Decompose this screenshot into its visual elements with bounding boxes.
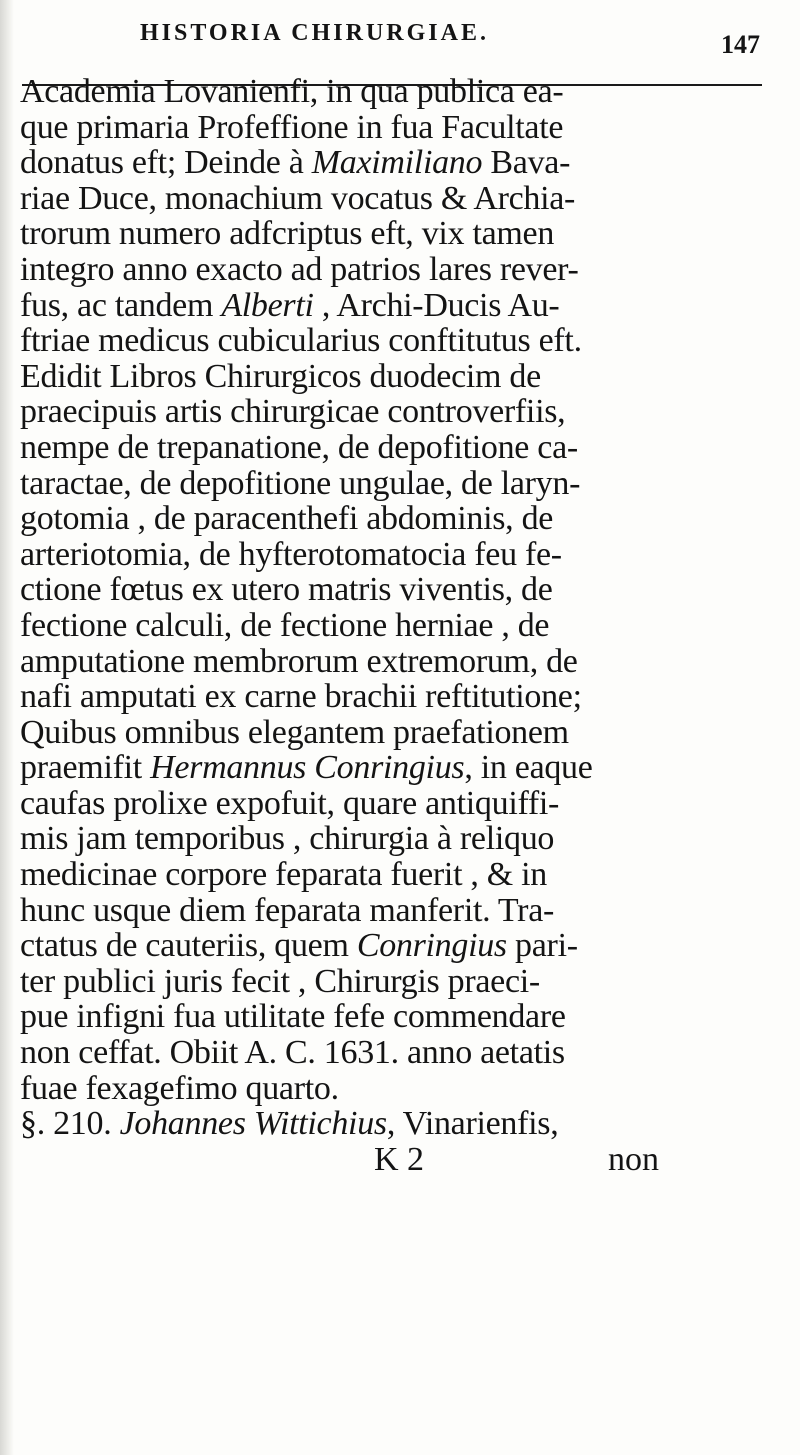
- line-text: , Vinarienfis,: [386, 1105, 559, 1143]
- line-text: pue infigni fua utilitate fefe commendare: [20, 998, 566, 1036]
- line-text: medicinae corpore feparata fuerit , & in: [20, 856, 548, 894]
- italic-name: Alberti: [221, 286, 314, 324]
- line-text: trorum numero adfcriptus eft, vix tamen: [20, 215, 555, 253]
- line-text: , Archi-Ducis Au-: [313, 286, 560, 324]
- running-head: [140, 20, 760, 68]
- line-text: ter publici juris fecit , Chirurgis praeci-: [20, 962, 540, 1000]
- line-text: riae Duce, monachium vocatus & Archia-: [20, 179, 576, 217]
- text-line: [20, 644, 790, 680]
- text-line: [20, 110, 790, 146]
- line-text: caufas prolixe expofuit, quare antiquiffi-: [20, 784, 560, 822]
- line-text: taractae, de depofitione ungulae, de laryn-: [20, 464, 581, 502]
- text-line: [20, 679, 790, 715]
- text-line: [20, 964, 790, 1000]
- line-text: ctione fœtus ex utero matris viventis, de: [20, 571, 553, 609]
- line-text: pari-: [506, 927, 578, 965]
- text-line: [20, 1106, 790, 1142]
- text-line: [20, 928, 790, 964]
- line-text: donatus eft; Deinde à: [20, 144, 312, 182]
- text-line: [20, 74, 790, 110]
- line-text: que primaria Profeffione in fua Facultate: [20, 108, 564, 146]
- line-text: gotomia , de paracenthefi abdominis, de: [20, 500, 554, 538]
- text-line: [20, 394, 790, 430]
- line-text: mis jam temporibus , chirurgia à reliquo: [20, 820, 555, 858]
- italic-name: Maximiliano: [311, 144, 483, 182]
- text-line: [20, 1071, 790, 1107]
- line-text: hunc usque diem feparata manferit. Tra-: [20, 891, 555, 929]
- text-line: [20, 145, 790, 181]
- text-line: [20, 252, 790, 288]
- line-text: §. 210.: [20, 1105, 120, 1143]
- line-text: non ceffat. Obiit A. C. 1631. anno aetatis: [20, 1034, 565, 1072]
- line-text: fus, ac tandem: [20, 286, 222, 324]
- text-line: [20, 893, 790, 929]
- text-line: [20, 608, 790, 644]
- text-line: [20, 1035, 790, 1071]
- text-line: [20, 715, 790, 751]
- text-line: [20, 288, 790, 324]
- text-line: [20, 537, 790, 573]
- signature-mark: K 2: [374, 1140, 425, 1178]
- text-line: [20, 999, 790, 1035]
- line-text: Edidit Libros Chirurgicos duodecim de: [20, 357, 541, 395]
- italic-name: Hermannus Conringius: [150, 749, 465, 787]
- line-text: , in eaque: [464, 749, 593, 787]
- text-line: [20, 572, 790, 608]
- text-line: [20, 430, 790, 466]
- text-line: [20, 216, 790, 252]
- line-text: nafi amputati ex carne brachii reftitutione;: [20, 678, 582, 716]
- text-line: [20, 181, 790, 217]
- line-text: integro anno exacto ad patrios lares rever-: [20, 250, 579, 288]
- line-text: nempe de trepanatione, de depofitione ca-: [20, 428, 578, 466]
- line-text: praecipuis artis chirurgicae controverfiis,: [20, 393, 566, 431]
- text-line: [20, 857, 790, 893]
- line-text: fectione calculi, de fectione herniae , de: [20, 606, 550, 644]
- line-text: praemifit: [20, 749, 151, 787]
- text-line: [20, 323, 790, 359]
- text-line: [20, 466, 790, 502]
- signature-line: [20, 1142, 790, 1178]
- text-line: [20, 821, 790, 857]
- line-text: fuae fexagefimo quarto.: [20, 1069, 339, 1107]
- line-text: Quibus omnibus elegantem praefationem: [20, 713, 569, 751]
- gutter-shadow: [0, 0, 14, 1455]
- italic-name: Conringius: [356, 927, 507, 965]
- line-text: Academia Lovanienfi, in qua publica ea-: [20, 73, 564, 110]
- line-text: ctatus de cauteriis, quem: [20, 927, 357, 965]
- text-line: [20, 359, 790, 395]
- catchword: non: [608, 1140, 659, 1178]
- italic-name: Johannes Wittichius: [119, 1105, 387, 1143]
- line-text: arteriotomia, de hyfterotomatocia feu fe-: [20, 535, 562, 573]
- text-line: [20, 501, 790, 537]
- line-text: amputatione membrorum extremorum, de: [20, 642, 578, 680]
- page-number: 147: [721, 30, 760, 59]
- line-text: Bava-: [482, 144, 571, 182]
- line-text: ftriae medicus cubicularius conftitutus eft.: [20, 322, 582, 360]
- text-line: [20, 750, 790, 786]
- text-line: [20, 786, 790, 822]
- running-title: HISTORIA CHIRURGIAE.: [140, 20, 489, 46]
- body-text: [20, 74, 790, 1178]
